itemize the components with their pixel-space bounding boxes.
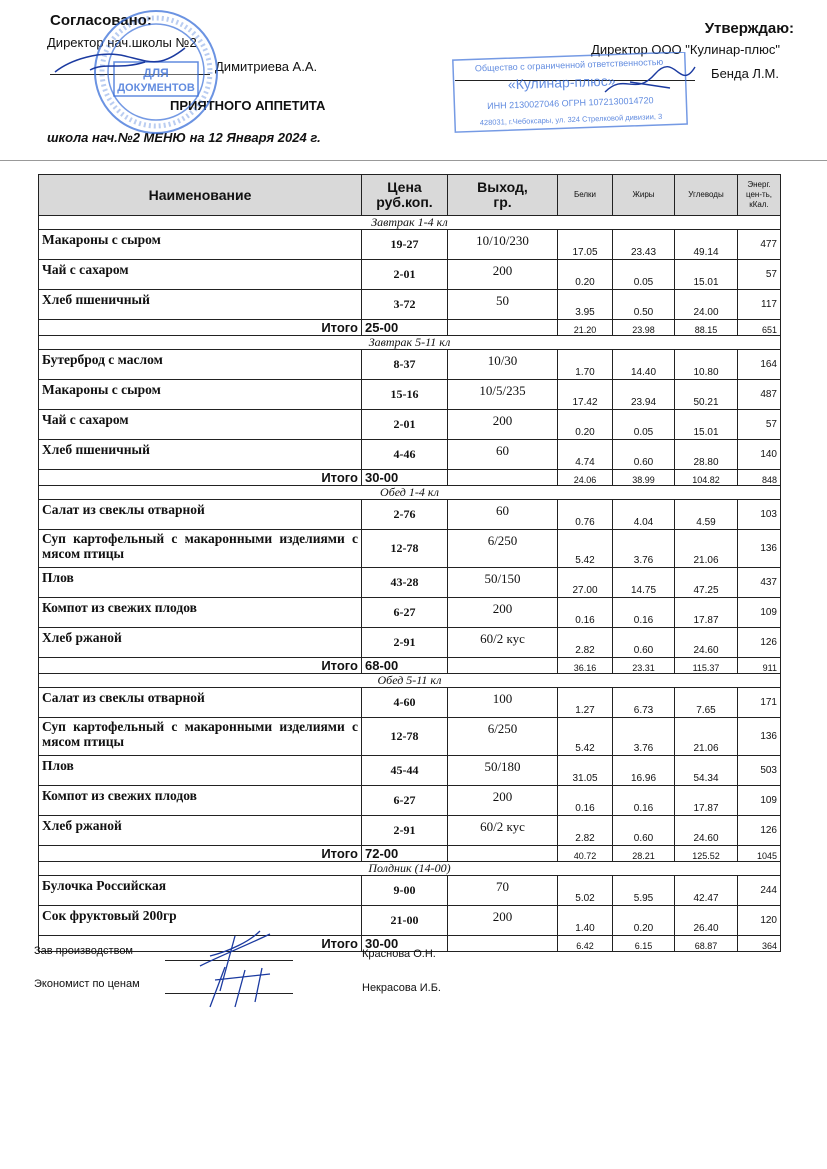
dish-name: Булочка Российская — [39, 876, 362, 906]
total-yield-empty — [448, 846, 558, 862]
total-kcal: 911 — [738, 658, 781, 674]
dish-carbs: 24.00 — [675, 290, 738, 320]
dish-price: 15-16 — [362, 380, 448, 410]
table-row — [39, 816, 781, 846]
table-row — [39, 440, 781, 470]
dish-fat: 0.60 — [613, 816, 675, 846]
section-row — [39, 674, 781, 688]
dish-price: 2-91 — [362, 628, 448, 658]
dish-name: Компот из свежих плодов — [39, 598, 362, 628]
dish-kcal: 117 — [738, 290, 781, 320]
table-row — [39, 718, 781, 756]
dish-name: Хлеб ржаной — [39, 816, 362, 846]
dish-yield: 200 — [448, 598, 558, 628]
approved-name: Димитриева А.А. — [215, 59, 318, 74]
dish-carbs: 10.80 — [675, 350, 738, 380]
svg-text:428031, г.Чебоксары, ул. 324 С: 428031, г.Чебоксары, ул. 324 Стрелковой дивизии, 3 — [479, 111, 663, 128]
total-fat: 38.99 — [613, 470, 675, 486]
dish-fat: 0.60 — [613, 628, 675, 658]
dish-carbs: 21.06 — [675, 530, 738, 568]
dish-carbs: 42.47 — [675, 876, 738, 906]
dish-kcal: 171 — [738, 688, 781, 718]
table-row — [39, 350, 781, 380]
col-header-yield — [448, 175, 558, 216]
table-row — [39, 230, 781, 260]
section-row — [39, 486, 781, 500]
dish-kcal: 126 — [738, 816, 781, 846]
dish-price: 2-01 — [362, 260, 448, 290]
dish-name: Суп картофельный с макаронными изделиями с мясом птицы — [39, 718, 362, 756]
total-carbs: 104.82 — [675, 470, 738, 486]
col-header-kcal — [738, 175, 781, 216]
dish-protein: 1.70 — [558, 350, 613, 380]
dish-protein: 17.05 — [558, 230, 613, 260]
col-header-kcal-text: Энерг. цен-ть, кКал. — [745, 180, 773, 209]
dish-price: 2-76 — [362, 500, 448, 530]
svg-text:ДЛЯ: ДЛЯ — [143, 66, 169, 80]
table-row — [39, 756, 781, 786]
dish-fat: 0.60 — [613, 440, 675, 470]
dish-fat: 14.75 — [613, 568, 675, 598]
dish-name: Компот из свежих плодов — [39, 786, 362, 816]
col-header-name: Наименование — [39, 175, 362, 216]
approved-label: Согласовано: — [50, 12, 152, 29]
table-row — [39, 410, 781, 440]
dish-fat: 14.40 — [613, 350, 675, 380]
dish-name: Плов — [39, 568, 362, 598]
production-name: Краснова О.Н. — [362, 948, 436, 960]
dish-carbs: 24.60 — [675, 816, 738, 846]
dish-carbs: 7.65 — [675, 688, 738, 718]
dish-yield: 50 — [448, 290, 558, 320]
dish-protein: 17.42 — [558, 380, 613, 410]
total-fat: 6.15 — [613, 936, 675, 952]
dish-protein: 0.20 — [558, 410, 613, 440]
section-title: Обед 1-4 кл — [39, 486, 781, 500]
dish-fat: 3.76 — [613, 718, 675, 756]
dish-carbs: 4.59 — [675, 500, 738, 530]
table-row — [39, 688, 781, 718]
dish-protein: 27.00 — [558, 568, 613, 598]
dish-price: 6-27 — [362, 786, 448, 816]
total-label: Итого — [39, 658, 362, 674]
total-label: Итого — [39, 936, 362, 952]
dish-yield: 60/2 кус — [448, 816, 558, 846]
dish-kcal: 503 — [738, 756, 781, 786]
dish-fat: 6.73 — [613, 688, 675, 718]
dish-kcal: 109 — [738, 786, 781, 816]
dish-name: Хлеб пшеничный — [39, 440, 362, 470]
table-row — [39, 530, 781, 568]
dish-name: Хлеб ржаной — [39, 628, 362, 658]
dish-protein: 0.16 — [558, 786, 613, 816]
total-carbs: 125.52 — [675, 846, 738, 862]
dish-kcal: 437 — [738, 568, 781, 598]
table-row — [39, 568, 781, 598]
dish-yield: 200 — [448, 786, 558, 816]
total-label: Итого — [39, 470, 362, 486]
dish-price: 43-28 — [362, 568, 448, 598]
col-header-yield-text: Выход, гр. — [477, 179, 528, 210]
dish-yield: 60/2 кус — [448, 628, 558, 658]
dish-protein: 0.76 — [558, 500, 613, 530]
dish-protein: 5.42 — [558, 530, 613, 568]
dish-kcal: 126 — [738, 628, 781, 658]
table-row — [39, 290, 781, 320]
dish-kcal: 136 — [738, 718, 781, 756]
total-kcal: 364 — [738, 936, 781, 952]
dish-price: 4-60 — [362, 688, 448, 718]
section-row — [39, 216, 781, 230]
dish-fat: 3.76 — [613, 530, 675, 568]
dish-yield: 60 — [448, 440, 558, 470]
col-header-protein: Белки — [558, 175, 613, 216]
dish-protein: 1.27 — [558, 688, 613, 718]
dish-kcal: 120 — [738, 906, 781, 936]
total-carbs: 88.15 — [675, 320, 738, 336]
dish-fat: 0.16 — [613, 786, 675, 816]
section-title: Завтрак 5-11 кл — [39, 336, 781, 350]
dish-kcal: 57 — [738, 410, 781, 440]
wish-text: ПРИЯТНОГО АППЕТИТА — [170, 98, 326, 113]
dish-yield: 10/10/230 — [448, 230, 558, 260]
economist-name: Некрасова И.Б. — [362, 982, 441, 994]
dish-name: Салат из свеклы отварной — [39, 688, 362, 718]
total-kcal: 1045 — [738, 846, 781, 862]
total-yield-empty — [448, 320, 558, 336]
signature-economist — [200, 962, 290, 1012]
total-protein: 36.16 — [558, 658, 613, 674]
total-price: 30-00 — [362, 936, 448, 952]
dish-fat: 23.43 — [613, 230, 675, 260]
menu-table — [38, 174, 781, 952]
dish-protein: 5.42 — [558, 718, 613, 756]
total-row — [39, 846, 781, 862]
svg-text:ИНН 2130027046 ОГРН 10721300: ИНН 2130027046 ОГРН 1072130014720 — [487, 95, 654, 111]
total-fat: 23.31 — [613, 658, 675, 674]
menu-title: школа нач.№2 МЕНЮ на 12 Января 2024 г. — [47, 130, 321, 145]
total-yield-empty — [448, 658, 558, 674]
dish-price: 9-00 — [362, 876, 448, 906]
dish-fat: 4.04 — [613, 500, 675, 530]
dish-name: Макароны с сыром — [39, 380, 362, 410]
dish-carbs: 28.80 — [675, 440, 738, 470]
table-row — [39, 628, 781, 658]
total-yield-empty — [448, 936, 558, 952]
total-label: Итого — [39, 846, 362, 862]
approve-label: Утверждаю: — [704, 20, 794, 37]
dish-carbs: 49.14 — [675, 230, 738, 260]
dish-protein: 2.82 — [558, 628, 613, 658]
approved-role: Директор нач.школы №2 — [47, 35, 197, 50]
table-row — [39, 876, 781, 906]
dish-carbs: 24.60 — [675, 628, 738, 658]
table-header-row — [39, 175, 781, 216]
dish-protein: 0.20 — [558, 260, 613, 290]
dish-carbs: 47.25 — [675, 568, 738, 598]
section-row — [39, 862, 781, 876]
dish-yield: 10/30 — [448, 350, 558, 380]
total-carbs: 115.37 — [675, 658, 738, 674]
dish-yield: 70 — [448, 876, 558, 906]
section-row — [39, 336, 781, 350]
dish-name: Сок фруктовый 200гр — [39, 906, 362, 936]
dish-protein: 3.95 — [558, 290, 613, 320]
dish-kcal: 136 — [738, 530, 781, 568]
total-protein: 6.42 — [558, 936, 613, 952]
total-price: 25-00 — [362, 320, 448, 336]
table-row — [39, 598, 781, 628]
signature-approved — [50, 40, 190, 80]
total-kcal: 651 — [738, 320, 781, 336]
dish-yield: 100 — [448, 688, 558, 718]
total-price: 68-00 — [362, 658, 448, 674]
dish-fat: 0.05 — [613, 410, 675, 440]
dish-protein: 31.05 — [558, 756, 613, 786]
dish-yield: 60 — [448, 500, 558, 530]
dish-fat: 5.95 — [613, 876, 675, 906]
total-row — [39, 320, 781, 336]
total-yield-empty — [448, 470, 558, 486]
total-fat: 28.21 — [613, 846, 675, 862]
total-price: 72-00 — [362, 846, 448, 862]
dish-carbs: 50.21 — [675, 380, 738, 410]
dish-name: Суп картофельный с макаронными изделиями с мясом птицы — [39, 530, 362, 568]
dish-price: 2-91 — [362, 816, 448, 846]
dish-carbs: 17.87 — [675, 598, 738, 628]
dish-price: 21-00 — [362, 906, 448, 936]
dish-yield: 50/150 — [448, 568, 558, 598]
dish-kcal: 109 — [738, 598, 781, 628]
dish-carbs: 17.87 — [675, 786, 738, 816]
table-row — [39, 786, 781, 816]
dish-name: Чай с сахаром — [39, 410, 362, 440]
dish-yield: 200 — [448, 260, 558, 290]
section-title: Завтрак 1-4 кл — [39, 216, 781, 230]
total-label: Итого — [39, 320, 362, 336]
svg-text:Общество с ограниченной ответс: Общество с ограниченной ответственностью — [474, 56, 664, 74]
header-divider — [0, 160, 827, 161]
dish-fat: 0.16 — [613, 598, 675, 628]
total-price: 30-00 — [362, 470, 448, 486]
dish-yield: 6/250 — [448, 530, 558, 568]
dish-price: 45-44 — [362, 756, 448, 786]
svg-text:«Кулинар-плюс»: «Кулинар-плюс» — [507, 72, 616, 93]
dish-kcal: 57 — [738, 260, 781, 290]
dish-name: Салат из свеклы отварной — [39, 500, 362, 530]
dish-name: Плов — [39, 756, 362, 786]
dish-price: 4-46 — [362, 440, 448, 470]
dish-yield: 10/5/235 — [448, 380, 558, 410]
dish-carbs: 26.40 — [675, 906, 738, 936]
dish-kcal: 140 — [738, 440, 781, 470]
section-title: Обед 5-11 кл — [39, 674, 781, 688]
dish-protein: 1.40 — [558, 906, 613, 936]
dish-name: Чай с сахаром — [39, 260, 362, 290]
total-carbs: 68.87 — [675, 936, 738, 952]
dish-price: 12-78 — [362, 718, 448, 756]
dish-kcal: 477 — [738, 230, 781, 260]
total-protein: 21.20 — [558, 320, 613, 336]
dish-price: 2-01 — [362, 410, 448, 440]
col-header-price-text: Цена руб.коп. — [376, 179, 433, 210]
dish-yield: 200 — [448, 906, 558, 936]
dish-yield: 6/250 — [448, 718, 558, 756]
dish-price: 3-72 — [362, 290, 448, 320]
dish-name: Бутерброд с маслом — [39, 350, 362, 380]
dish-yield: 50/180 — [448, 756, 558, 786]
dish-protein: 0.16 — [558, 598, 613, 628]
dish-kcal: 103 — [738, 500, 781, 530]
approve-role: Директор ООО "Кулинар-плюс" — [591, 42, 780, 57]
total-protein: 24.06 — [558, 470, 613, 486]
dish-fat: 0.05 — [613, 260, 675, 290]
table-row — [39, 260, 781, 290]
approve-name: Бенда Л.М. — [711, 66, 779, 81]
dish-protein: 5.02 — [558, 876, 613, 906]
dish-fat: 16.96 — [613, 756, 675, 786]
table-row — [39, 906, 781, 936]
dish-price: 6-27 — [362, 598, 448, 628]
dish-carbs: 54.34 — [675, 756, 738, 786]
dish-fat: 0.20 — [613, 906, 675, 936]
dish-price: 19-27 — [362, 230, 448, 260]
dish-carbs: 21.06 — [675, 718, 738, 756]
dish-protein: 2.82 — [558, 816, 613, 846]
dish-kcal: 164 — [738, 350, 781, 380]
dish-protein: 4.74 — [558, 440, 613, 470]
signature-approve — [600, 62, 700, 102]
total-row — [39, 470, 781, 486]
section-title: Полдник (14-00) — [39, 862, 781, 876]
dish-carbs: 15.01 — [675, 410, 738, 440]
dish-name: Макароны с сыром — [39, 230, 362, 260]
total-row — [39, 658, 781, 674]
dish-kcal: 487 — [738, 380, 781, 410]
table-row — [39, 500, 781, 530]
dish-yield: 200 — [448, 410, 558, 440]
economist-label: Экономист по ценам — [34, 978, 140, 990]
total-protein: 40.72 — [558, 846, 613, 862]
total-kcal: 848 — [738, 470, 781, 486]
dish-price: 12-78 — [362, 530, 448, 568]
total-fat: 23.98 — [613, 320, 675, 336]
dish-carbs: 15.01 — [675, 260, 738, 290]
production-label: Зав производством — [34, 945, 133, 957]
dish-price: 8-37 — [362, 350, 448, 380]
menu-body — [39, 216, 781, 952]
table-row — [39, 380, 781, 410]
col-header-carbs: Углеводы — [675, 175, 738, 216]
svg-text:ДОКУМЕНТОВ: ДОКУМЕНТОВ — [117, 82, 195, 94]
dish-fat: 0.50 — [613, 290, 675, 320]
col-header-fat: Жиры — [613, 175, 675, 216]
dish-name: Хлеб пшеничный — [39, 290, 362, 320]
col-header-price — [362, 175, 448, 216]
dish-kcal: 244 — [738, 876, 781, 906]
dish-fat: 23.94 — [613, 380, 675, 410]
